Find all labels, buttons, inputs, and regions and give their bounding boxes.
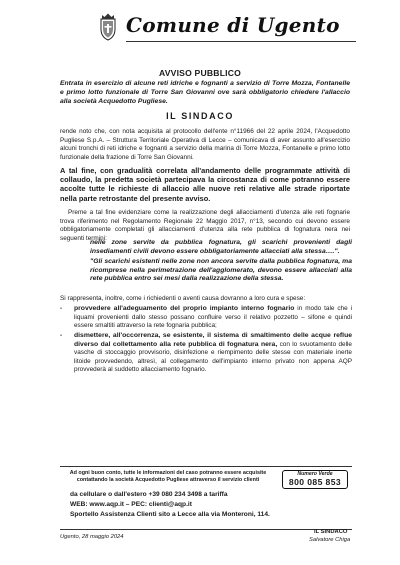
notice-title: AVVISO PUBBLICO <box>158 68 242 78</box>
paragraph-announcement: rende noto che, con nota acquisita al protocollo dell'ente n°11966 del 22 aprile 2024, l'Acquedotto Pugliese S.p.A. – Struttura Territoriale Operativa di Lecce – comunicava di aver assunto all'esercizio alcuni tronchi di reti idriche e fognanti a servizio della marina di Torre Mozza, Fontanelle e primo lotto funzionale della frazione di Torre San Giovanni. <box>60 128 350 161</box>
contact-intro: Ad ogni buon conto, tutte le informazioni del caso potranno essere acquisite contattando la società Acquedotto Pugliese attraverso il servizio clienti <box>69 470 267 483</box>
municipality-title: Comune di Ugento <box>126 13 340 37</box>
municipal-crest-icon <box>97 12 119 42</box>
bullet-dash: - <box>60 332 63 339</box>
obligation-plumbing-bold: provvedere all'adeguamento del proprio impianto interno fognario <box>74 305 295 312</box>
toll-free-number: 800 085 853 <box>288 477 342 487</box>
toll-free-label: Numero Verde <box>297 471 333 477</box>
signer-title: IL SINDACO <box>314 529 348 535</box>
title-divider <box>126 41 356 42</box>
obligation-plumbing-text: in modo tale che i liquami provenienti dallo stesso possano confluire verso il relativo pozzetto – sifone e quindi essere smaltiti attraverso la rete fognaria pubblica; <box>74 305 352 330</box>
obligation-disposal-bold: dismettere, all'occorrenza, se esistente, il sistema di smaltimento delle acque reflue diverso dal collettamento alla rete pubblica di fognatura nera, <box>74 332 352 348</box>
bullet-dash: - <box>60 305 63 312</box>
contact-office-line: Sportello Assistenza Clienti sito a Lecce alla via Monteroni, 114. <box>70 511 270 518</box>
obligation-item-disposal <box>60 332 352 375</box>
obligation-disposal-text: con lo svuotamento delle vasche di stoccaggio provvisorio, disinfezione e riempimento delle stesse con materiale inerte litoide provvedendo, altresì, al collegamento dell'impianto interno privato non appena AQP provvederà al suddetto allacciamento fognario. <box>74 340 352 374</box>
notice-intro: Entrata in esercizio di alcune reti idriche e fognanti a servizio di Torre Mozza, Fontanelle e primo lotto funzionale di Torre San Giovanni ove sarà obbligatorio chiedere l'allaccio alla società Acquedotto Pugliese. <box>60 80 350 105</box>
paragraph-connection-requests: A tal fine, con gradualità correlata all'andamento delle programmate attività di collaudo, la predetta società partecipava la circostanza di come potranno essere accolte tutte le richieste di allaccio alle nuove reti relative alle strade riportate nella parte retrostante del presente avviso. <box>60 166 350 203</box>
contact-mobile-line: da cellulare o dall'estero +39 080 234 3498 a tariffa <box>70 491 228 498</box>
obligation-item-plumbing <box>60 305 352 331</box>
contact-web-line: WEB: www.aqp.it – PEC: clienti@aqp.it <box>70 501 192 508</box>
signer-name: Salvatore Chiga <box>309 537 351 543</box>
quote-unserved-zones: "Gli scarichi esistenti nelle zone non ancora servite dalla pubblica fognatura, ma ricomprese nella perimetrazione dell'agglomerato, devono essere allacciati alla rete pubblica entro sei mesi dalla realizzazione della stessa. <box>90 258 352 283</box>
toll-free-badge <box>282 470 348 489</box>
quote-served-zones: nelle zone servite da pubblica fognatura, gli scarichi provenienti dagli insediamenti civili devono essere obbligatoriamente allacciati alla stessa….". <box>90 239 352 255</box>
authority-heading: IL SINDACO <box>166 111 234 121</box>
customer-service-box <box>60 466 352 530</box>
notice-date: Ugento, 28 maggio 2024 <box>60 534 124 540</box>
paragraph-regulation-text: Preme a tal fine evidenziare come la realizzazione degli allacciamenti d'utenza alle reti fognarie trova riferimento nel Regolamento Regionale 22 Maggio 2017, n°13, secondo cui devono essere obbligatoriamente completati gli allacciamenti d'utenza alla rete pubblica di fognatura nera nei seguenti termini: <box>60 209 350 242</box>
paragraph-obligations-intro: Si rappresenta, inoltre, come i richiedenti o aventi causa dovranno a loro cura e spese: <box>60 295 306 302</box>
